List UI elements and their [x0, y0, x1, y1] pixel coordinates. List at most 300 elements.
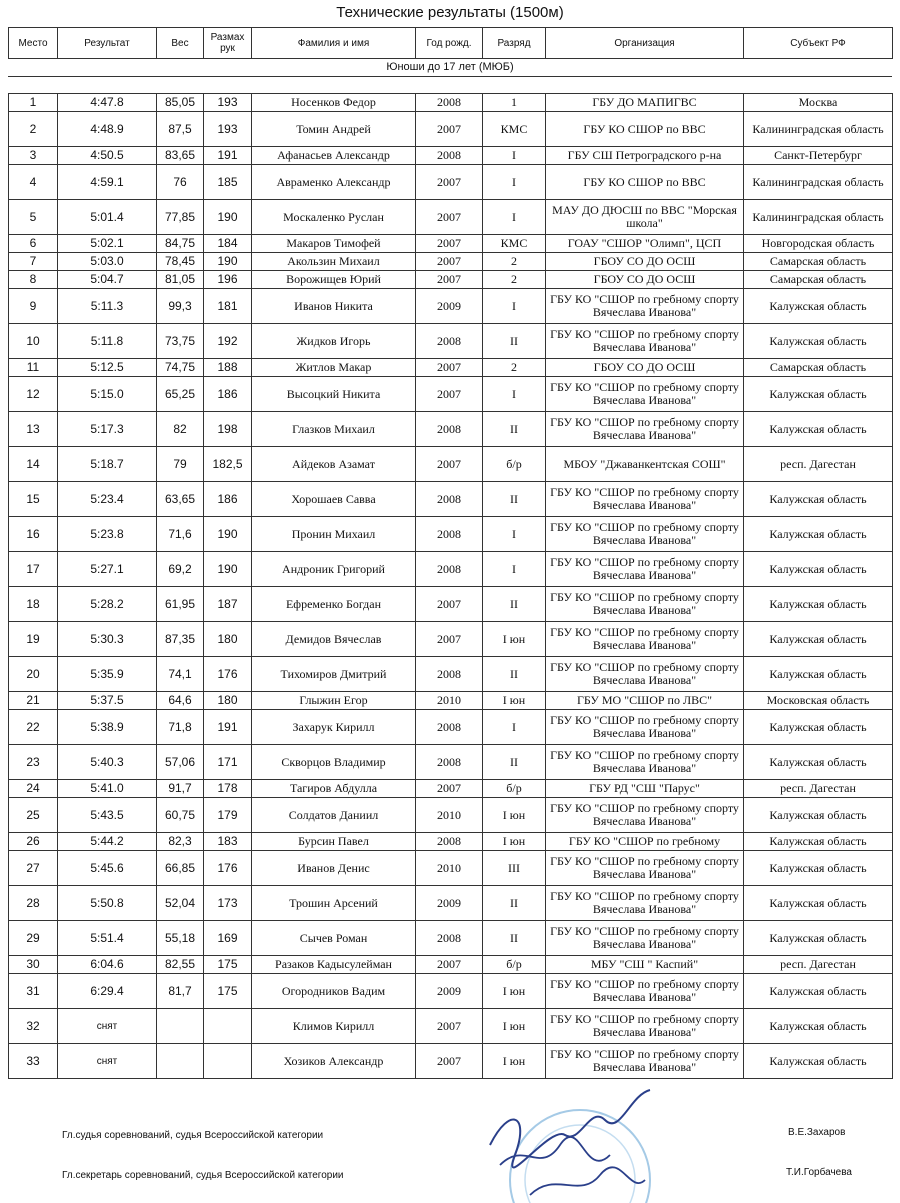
cell-span: 186	[204, 377, 252, 412]
table-row	[9, 552, 893, 587]
cell-rank: I юн	[483, 798, 546, 833]
cell-place: 6	[9, 235, 58, 253]
cell-region: Самарская область	[744, 359, 893, 377]
cell-year: 2009	[416, 974, 483, 1009]
cell-year: 2007	[416, 165, 483, 200]
cell-year: 2007	[416, 622, 483, 657]
cell-year: 2010	[416, 851, 483, 886]
judge-title: Гл.судья соревнований, судья Всероссийской категории	[62, 1130, 324, 1141]
cell-place: 17	[9, 552, 58, 587]
table-row	[9, 974, 893, 1009]
cell-span: 176	[204, 851, 252, 886]
cell-place: 19	[9, 622, 58, 657]
cell-year: 2007	[416, 780, 483, 798]
cell-name: Трошин Арсений	[252, 886, 416, 921]
table-row	[9, 94, 893, 112]
cell-result: 5:18.7	[58, 447, 157, 482]
cell-place: 22	[9, 710, 58, 745]
cell-result: 5:12.5	[58, 359, 157, 377]
cell-region: респ. Дагестан	[744, 447, 893, 482]
cell-name: Климов Кирилл	[252, 1009, 416, 1044]
cell-name: Андроник Григорий	[252, 552, 416, 587]
cell-rank: I юн	[483, 1009, 546, 1044]
col-span: Размах рук	[204, 28, 252, 59]
cell-place: 15	[9, 482, 58, 517]
cell-year: 2008	[416, 710, 483, 745]
cell-place: 21	[9, 692, 58, 710]
cell-place: 5	[9, 200, 58, 235]
cell-result: 5:35.9	[58, 657, 157, 692]
cell-weight	[157, 1044, 204, 1079]
cell-rank: II	[483, 886, 546, 921]
cell-name: Айдеков Азамат	[252, 447, 416, 482]
cell-org: ГБУ КО "СШОР по гребному спорту Вячеслава Иванова"	[546, 289, 744, 324]
cell-org: ГБОУ СО ДО ОСШ	[546, 271, 744, 289]
cell-org: ГБУ КО "СШОР по гребному спорту Вячеслава Иванова"	[546, 412, 744, 447]
cell-org: ГБУ КО "СШОР по гребному спорту Вячеслава Иванова"	[546, 745, 744, 780]
cell-weight: 78,45	[157, 253, 204, 271]
cell-span: 198	[204, 412, 252, 447]
cell-place: 4	[9, 165, 58, 200]
cell-org: ГБУ КО "СШОР по гребному спорту Вячеслава Иванова"	[546, 324, 744, 359]
cell-rank: I	[483, 289, 546, 324]
cell-weight: 73,75	[157, 324, 204, 359]
cell-place: 14	[9, 447, 58, 482]
cell-year: 2007	[416, 587, 483, 622]
cell-region: Калужская область	[744, 1009, 893, 1044]
cell-result: 5:23.8	[58, 517, 157, 552]
cell-result: 5:03.0	[58, 253, 157, 271]
page-title: Технические результаты (1500м)	[336, 4, 564, 21]
cell-span: 176	[204, 657, 252, 692]
cell-region: Калужская область	[744, 482, 893, 517]
stamp-signature-icon	[470, 1085, 670, 1203]
cell-org: МБОУ "Джаванкентская СОШ"	[546, 447, 744, 482]
cell-result: 5:11.8	[58, 324, 157, 359]
cell-year: 2007	[416, 235, 483, 253]
cell-weight: 74,75	[157, 359, 204, 377]
table-row	[9, 745, 893, 780]
cell-year: 2007	[416, 200, 483, 235]
cell-span: 193	[204, 112, 252, 147]
cell-place: 12	[9, 377, 58, 412]
cell-rank: II	[483, 412, 546, 447]
cell-year: 2008	[416, 657, 483, 692]
cell-region: Калужская область	[744, 1044, 893, 1079]
cell-result: 5:37.5	[58, 692, 157, 710]
cell-rank: б/р	[483, 447, 546, 482]
cell-span	[204, 1009, 252, 1044]
cell-result: 4:59.1	[58, 165, 157, 200]
cell-region: Калужская область	[744, 851, 893, 886]
cell-result: 5:11.3	[58, 289, 157, 324]
cell-name: Макаров Тимофей	[252, 235, 416, 253]
cell-name: Акользин Михаил	[252, 253, 416, 271]
cell-name: Авраменко Александр	[252, 165, 416, 200]
table-row	[9, 851, 893, 886]
cell-region: Калужская область	[744, 587, 893, 622]
cell-org: ГБОУ СО ДО ОСШ	[546, 253, 744, 271]
cell-rank: I юн	[483, 974, 546, 1009]
cell-result: 5:41.0	[58, 780, 157, 798]
cell-org: ГОАУ "СШОР "Олимп", ЦСП	[546, 235, 744, 253]
cell-name: Бурсин Павел	[252, 833, 416, 851]
cell-weight: 87,5	[157, 112, 204, 147]
cell-span: 196	[204, 271, 252, 289]
cell-org: ГБУ КО "СШОР по гребному спорту Вячеслава Иванова"	[546, 552, 744, 587]
cell-place: 25	[9, 798, 58, 833]
cell-year: 2008	[416, 552, 483, 587]
table-row	[9, 377, 893, 412]
secretary-name: Т.И.Горбачева	[786, 1167, 852, 1178]
cell-place: 31	[9, 974, 58, 1009]
cell-year: 2010	[416, 692, 483, 710]
cell-weight: 64,6	[157, 692, 204, 710]
cell-region: Калужская область	[744, 833, 893, 851]
table-row	[9, 886, 893, 921]
cell-place: 30	[9, 956, 58, 974]
cell-name: Демидов Вячеслав	[252, 622, 416, 657]
cell-span: 193	[204, 94, 252, 112]
table-row	[9, 1009, 893, 1044]
cell-rank: II	[483, 745, 546, 780]
cell-region: Калининградская область	[744, 165, 893, 200]
cell-span: 180	[204, 622, 252, 657]
cell-name: Ефременко Богдан	[252, 587, 416, 622]
cell-span: 190	[204, 253, 252, 271]
cell-result: 4:48.9	[58, 112, 157, 147]
cell-org: ГБУ КО "СШОР по гребному спорту Вячеслава Иванова"	[546, 657, 744, 692]
cell-region: Калужская область	[744, 974, 893, 1009]
cell-region: Московская область	[744, 692, 893, 710]
cell-org: ГБУ ДО МАПИГВС	[546, 94, 744, 112]
cell-span: 186	[204, 482, 252, 517]
cell-name: Солдатов Даниил	[252, 798, 416, 833]
cell-weight: 82	[157, 412, 204, 447]
cell-place: 11	[9, 359, 58, 377]
cell-span: 190	[204, 517, 252, 552]
cell-rank: КМС	[483, 235, 546, 253]
cell-org: ГБУ СШ Петроградского р-на	[546, 147, 744, 165]
cell-place: 24	[9, 780, 58, 798]
cell-name: Житлов Макар	[252, 359, 416, 377]
cell-name: Хорошаев Савва	[252, 482, 416, 517]
cell-year: 2008	[416, 324, 483, 359]
cell-org: ГБУ КО "СШОР по гребному	[546, 833, 744, 851]
cell-year: 2008	[416, 745, 483, 780]
cell-weight: 63,65	[157, 482, 204, 517]
cell-result: 5:44.2	[58, 833, 157, 851]
cell-place: 8	[9, 271, 58, 289]
cell-name: Скворцов Владимир	[252, 745, 416, 780]
cell-result: 5:27.1	[58, 552, 157, 587]
cell-region: Калужская область	[744, 886, 893, 921]
cell-rank: I юн	[483, 692, 546, 710]
cell-region: Калужская область	[744, 377, 893, 412]
cell-span: 169	[204, 921, 252, 956]
cell-result: 5:28.2	[58, 587, 157, 622]
cell-org: ГБУ КО СШОР по ВВС	[546, 112, 744, 147]
cell-result: 5:02.1	[58, 235, 157, 253]
table-row	[9, 587, 893, 622]
table-row	[9, 956, 893, 974]
cell-org: ГБУ КО СШОР по ВВС	[546, 165, 744, 200]
cell-weight: 81,05	[157, 271, 204, 289]
cell-org: ГБУ КО "СШОР по гребному спорту Вячеслава Иванова"	[546, 974, 744, 1009]
cell-span	[204, 1044, 252, 1079]
cell-org: МБУ "СШ " Каспий"	[546, 956, 744, 974]
cell-place: 2	[9, 112, 58, 147]
cell-name: Разаков Кадысулейман	[252, 956, 416, 974]
cell-year: 2008	[416, 921, 483, 956]
cell-region: Калужская область	[744, 517, 893, 552]
cell-span: 182,5	[204, 447, 252, 482]
cell-year: 2008	[416, 412, 483, 447]
cell-region: респ. Дагестан	[744, 956, 893, 974]
cell-result: снят	[58, 1044, 157, 1079]
table-row	[9, 710, 893, 745]
table-header	[8, 27, 893, 59]
cell-name: Иванов Денис	[252, 851, 416, 886]
col-name: Фамилия и имя	[252, 28, 416, 59]
cell-year: 2008	[416, 147, 483, 165]
cell-result: 5:45.6	[58, 851, 157, 886]
cell-rank: I	[483, 517, 546, 552]
cell-region: Калининградская область	[744, 112, 893, 147]
table-row	[9, 289, 893, 324]
cell-rank: 2	[483, 359, 546, 377]
cell-org: ГБУ КО "СШОР по гребному спорту Вячеслава Иванова"	[546, 622, 744, 657]
cell-place: 9	[9, 289, 58, 324]
cell-region: Самарская область	[744, 271, 893, 289]
cell-name: Ворожищев Юрий	[252, 271, 416, 289]
cell-result: 6:04.6	[58, 956, 157, 974]
cell-org: ГБУ КО "СШОР по гребному спорту Вячеслава Иванова"	[546, 851, 744, 886]
cell-place: 28	[9, 886, 58, 921]
cell-span: 181	[204, 289, 252, 324]
cell-org: ГБУ МО "СШОР по ЛВС"	[546, 692, 744, 710]
cell-span: 191	[204, 147, 252, 165]
cell-weight: 55,18	[157, 921, 204, 956]
cell-name: Жидков Игорь	[252, 324, 416, 359]
table-row	[9, 833, 893, 851]
cell-region: Калужская область	[744, 710, 893, 745]
cell-rank: I	[483, 710, 546, 745]
cell-rank: 1	[483, 94, 546, 112]
table-row	[9, 798, 893, 833]
cell-org: ГБУ КО "СШОР по гребному спорту Вячеслава Иванова"	[546, 517, 744, 552]
col-year: Год рожд.	[416, 28, 483, 59]
cell-name: Пронин Михаил	[252, 517, 416, 552]
cell-place: 3	[9, 147, 58, 165]
cell-year: 2007	[416, 1009, 483, 1044]
secretary-title: Гл.секретарь соревнований, судья Всероссийской категории	[62, 1170, 344, 1181]
cell-region: Калужская область	[744, 289, 893, 324]
cell-place: 1	[9, 94, 58, 112]
cell-region: Калужская область	[744, 745, 893, 780]
cell-place: 33	[9, 1044, 58, 1079]
table-row	[9, 921, 893, 956]
cell-rank: I	[483, 165, 546, 200]
cell-rank: I юн	[483, 833, 546, 851]
cell-org: ГБУ КО "СШОР по гребному спорту Вячеслава Иванова"	[546, 587, 744, 622]
cell-result: 5:43.5	[58, 798, 157, 833]
cell-span: 179	[204, 798, 252, 833]
cell-place: 18	[9, 587, 58, 622]
cell-weight: 77,85	[157, 200, 204, 235]
cell-span: 192	[204, 324, 252, 359]
cell-name: Глазков Михаил	[252, 412, 416, 447]
cell-place: 10	[9, 324, 58, 359]
cell-result: 5:50.8	[58, 886, 157, 921]
cell-year: 2007	[416, 112, 483, 147]
table-row	[9, 324, 893, 359]
cell-region: Новгородская область	[744, 235, 893, 253]
table-row	[9, 271, 893, 289]
cell-rank: II	[483, 657, 546, 692]
cell-place: 27	[9, 851, 58, 886]
cell-weight: 66,85	[157, 851, 204, 886]
cell-result: 5:04.7	[58, 271, 157, 289]
cell-name: Носенков Федор	[252, 94, 416, 112]
cell-org: МАУ ДО ДЮСШ по ВВС "Морская школа"	[546, 200, 744, 235]
cell-year: 2007	[416, 253, 483, 271]
table-row	[9, 692, 893, 710]
col-result: Результат	[58, 28, 157, 59]
cell-name: Огородников Вадим	[252, 974, 416, 1009]
cell-year: 2009	[416, 886, 483, 921]
cell-year: 2010	[416, 798, 483, 833]
cell-org: ГБУ КО "СШОР по гребному спорту Вячеслава Иванова"	[546, 798, 744, 833]
cell-weight: 82,55	[157, 956, 204, 974]
cell-weight: 91,7	[157, 780, 204, 798]
cell-span: 191	[204, 710, 252, 745]
col-place: Место	[9, 28, 58, 59]
cell-rank: б/р	[483, 956, 546, 974]
cell-place: 20	[9, 657, 58, 692]
cell-weight: 61,95	[157, 587, 204, 622]
table-row	[9, 253, 893, 271]
table-row	[9, 200, 893, 235]
cell-weight: 99,3	[157, 289, 204, 324]
cell-weight: 52,04	[157, 886, 204, 921]
cell-result: 5:01.4	[58, 200, 157, 235]
cell-name: Захарук Кирилл	[252, 710, 416, 745]
table-row	[9, 482, 893, 517]
cell-name: Томин Андрей	[252, 112, 416, 147]
cell-region: Самарская область	[744, 253, 893, 271]
cell-result: 4:47.8	[58, 94, 157, 112]
table-row	[9, 657, 893, 692]
cell-span: 184	[204, 235, 252, 253]
cell-weight: 84,75	[157, 235, 204, 253]
cell-org: ГБУ КО "СШОР по гребному спорту Вячеслава Иванова"	[546, 710, 744, 745]
col-rank: Разряд	[483, 28, 546, 59]
judge-name: В.Е.Захаров	[788, 1127, 846, 1138]
cell-region: Калужская область	[744, 412, 893, 447]
table-row	[9, 412, 893, 447]
cell-weight	[157, 1009, 204, 1044]
cell-rank: II	[483, 324, 546, 359]
cell-region: Санкт-Петербург	[744, 147, 893, 165]
cell-year: 2009	[416, 289, 483, 324]
cell-name: Высоцкий Никита	[252, 377, 416, 412]
cell-weight: 83,65	[157, 147, 204, 165]
cell-span: 180	[204, 692, 252, 710]
cell-name: Тихомиров Дмитрий	[252, 657, 416, 692]
cell-result: 5:17.3	[58, 412, 157, 447]
cell-rank: III	[483, 851, 546, 886]
cell-org: ГБУ КО "СШОР по гребному спорту Вячеслава Иванова"	[546, 886, 744, 921]
cell-rank: II	[483, 482, 546, 517]
cell-weight: 71,8	[157, 710, 204, 745]
cell-rank: II	[483, 921, 546, 956]
cell-year: 2007	[416, 359, 483, 377]
cell-year: 2007	[416, 377, 483, 412]
cell-span: 178	[204, 780, 252, 798]
cell-weight: 71,6	[157, 517, 204, 552]
cell-span: 190	[204, 552, 252, 587]
cell-year: 2008	[416, 517, 483, 552]
cell-year: 2007	[416, 271, 483, 289]
cell-span: 173	[204, 886, 252, 921]
cell-place: 26	[9, 833, 58, 851]
cell-region: Калининградская область	[744, 200, 893, 235]
cell-org: ГБУ РД "СШ "Парус"	[546, 780, 744, 798]
cell-name: Хозиков Александр	[252, 1044, 416, 1079]
cell-place: 23	[9, 745, 58, 780]
cell-rank: I	[483, 552, 546, 587]
cell-result: 5:15.0	[58, 377, 157, 412]
cell-place: 16	[9, 517, 58, 552]
cell-result: 5:23.4	[58, 482, 157, 517]
cell-rank: I	[483, 377, 546, 412]
cell-place: 32	[9, 1009, 58, 1044]
cell-weight: 76	[157, 165, 204, 200]
cell-span: 175	[204, 956, 252, 974]
cell-span: 183	[204, 833, 252, 851]
cell-year: 2008	[416, 833, 483, 851]
table-row	[9, 622, 893, 657]
cell-weight: 87,35	[157, 622, 204, 657]
cell-place: 13	[9, 412, 58, 447]
cell-span: 185	[204, 165, 252, 200]
cell-rank: I	[483, 147, 546, 165]
cell-name: Тагиров Абдулла	[252, 780, 416, 798]
col-region: Субъект РФ	[744, 28, 893, 59]
cell-rank: б/р	[483, 780, 546, 798]
cell-span: 190	[204, 200, 252, 235]
cell-org: ГБУ КО "СШОР по гребному спорту Вячеслава Иванова"	[546, 1044, 744, 1079]
col-weight: Вес	[157, 28, 204, 59]
table-row	[9, 235, 893, 253]
cell-weight: 82,3	[157, 833, 204, 851]
cell-name: Афанасьев Александр	[252, 147, 416, 165]
cell-region: Калужская область	[744, 798, 893, 833]
cell-result: 5:30.3	[58, 622, 157, 657]
cell-year: 2007	[416, 1044, 483, 1079]
table-row	[9, 147, 893, 165]
cell-org: ГБУ КО "СШОР по гребному спорту Вячеслава Иванова"	[546, 482, 744, 517]
cell-weight: 57,06	[157, 745, 204, 780]
cell-span: 188	[204, 359, 252, 377]
cell-rank: I юн	[483, 1044, 546, 1079]
cell-region: респ. Дагестан	[744, 780, 893, 798]
cell-year: 2007	[416, 447, 483, 482]
cell-place: 7	[9, 253, 58, 271]
cell-weight: 65,25	[157, 377, 204, 412]
cell-result: 4:50.5	[58, 147, 157, 165]
